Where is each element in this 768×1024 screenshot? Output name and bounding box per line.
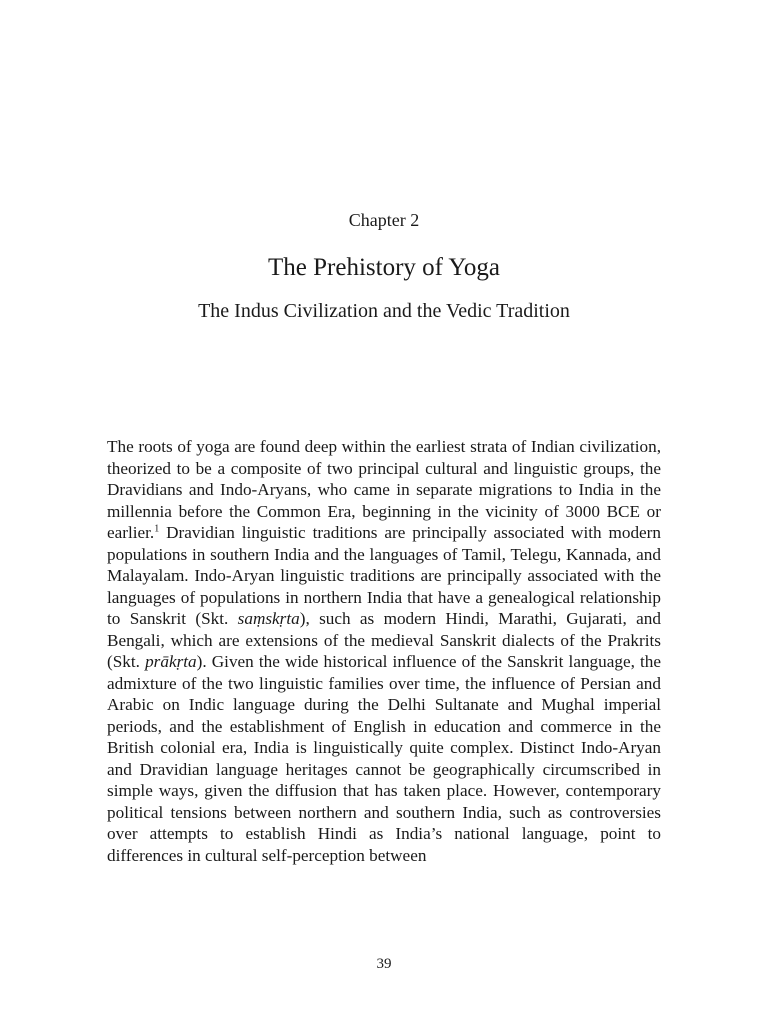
body-text-part-4: ). Given the wide historical influence of the Sanskrit language, the admixture of the two linguistic families over time, the influence of Persian and Arabic on Indic language during the Delhi Sultanate and Mughal imperial periods, and the establishment of English in education and commerce in the British colonial era, India is linguistically quite complex. Distinct Indo-Aryan and Dravidian language heritages cannot be geographically circumscribed in simple ways, given the diffusion that has taken place. However, contemporary political tensions between northern and southern India, such as controversies over attempts to establish Hindi as India’s national language, point to differences in cultural self-perception between <box>107 652 661 865</box>
chapter-label: Chapter 2 <box>348 210 420 230</box>
body-text-part-2: Dravidian linguistic traditions are principally associated with modern populations in southern India and the languages of Tamil, Telegu, Kannada, and Malayalam. Indo-Aryan linguistic traditions are principally associated with the languages of populations in northern India that have a genealogical relationship to Sanskrit (Skt. <box>107 523 661 628</box>
sanskrit-term-samskrta: saṃskṛta <box>237 609 300 628</box>
chapter-subtitle: The Indus Civilization and the Vedic Tradition <box>198 300 570 322</box>
body-text-part-3: ), such as modern Hindi, Marathi, Gujarati, and Bengali, which are extensions of the medieval Sanskrit dialects of the Prakrits (Skt. <box>107 609 661 671</box>
sanskrit-term-prakrta: prākṛta <box>145 652 197 671</box>
body-paragraph <box>107 436 661 866</box>
chapter-title: The Prehistory of Yoga <box>268 254 500 281</box>
footnote-reference[interactable]: 1 <box>154 523 160 535</box>
page-number: 39 <box>376 956 392 972</box>
body-text-part-1: The roots of yoga are found deep within the earliest strata of Indian civilization, theorized to be a composite of two principal cultural and linguistic groups, the Dravidians and Indo-Aryans, who came in separate migrations to India in the millennia before the Common Era, beginning in the vicinity of 3000 BCE or earlier. <box>107 437 661 542</box>
